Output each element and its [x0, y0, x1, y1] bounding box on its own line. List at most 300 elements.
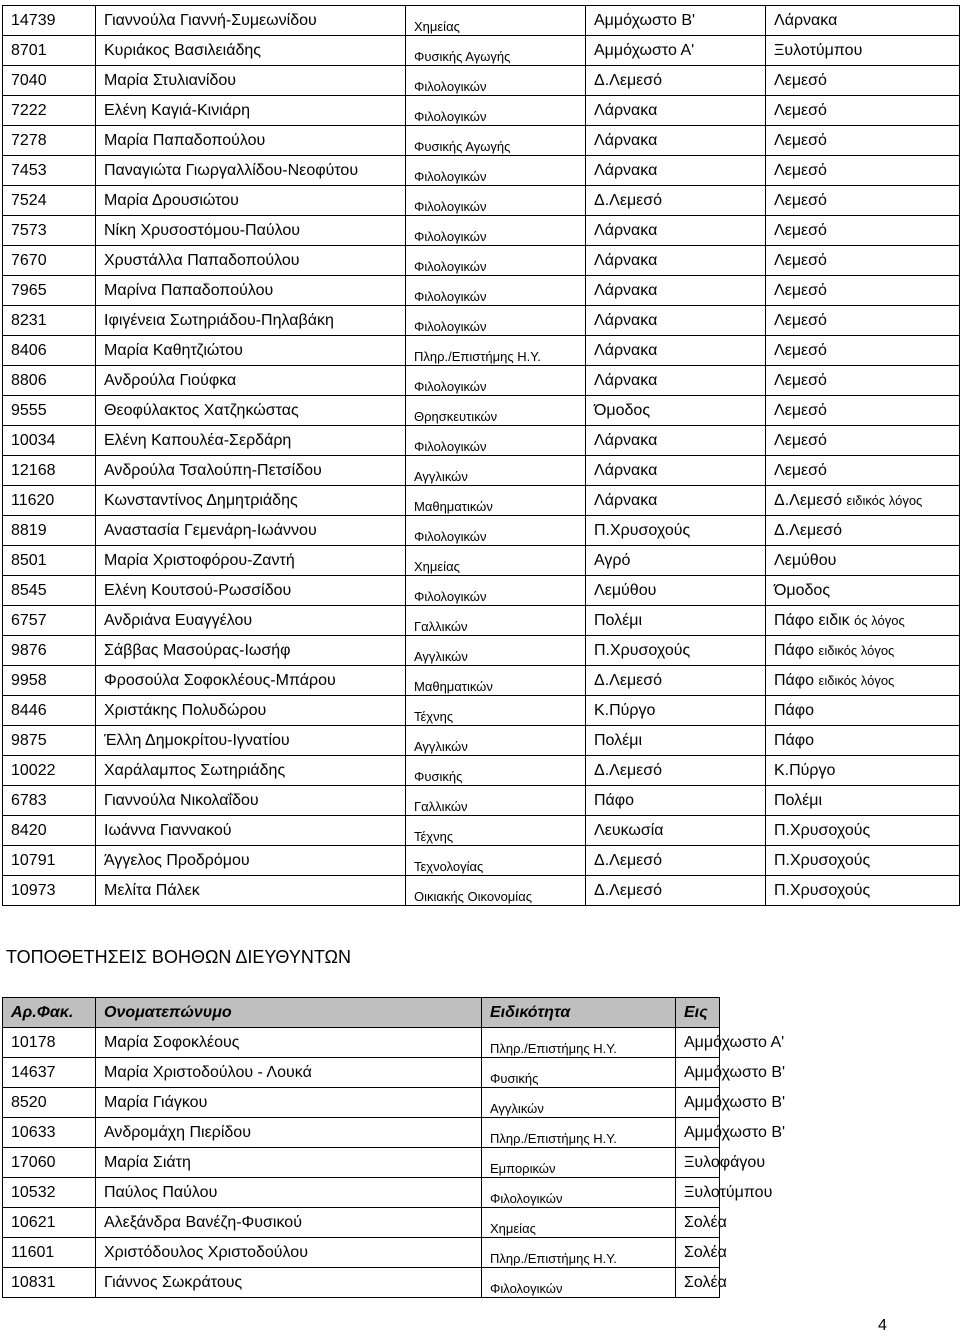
to-text: Λεμεσό — [774, 281, 827, 299]
cell-file-number: 14739 — [3, 6, 96, 36]
cell-to — [766, 696, 960, 726]
cell-full-name: Γιάννος Σωκράτους — [96, 1268, 482, 1298]
cell-file-number: 10831 — [3, 1268, 96, 1298]
cell-from: Κ.Πύργο — [586, 696, 766, 726]
to-text: Λεμεσό — [774, 311, 827, 329]
specialty-text: Πληρ./Επιστήμης Η.Υ. — [490, 1251, 617, 1266]
specialty-text: Φιλολογικών — [414, 79, 487, 94]
assistant-directors-table-body — [3, 1028, 786, 1298]
cell-destination: Αμμόχωστο Α' — [676, 1028, 720, 1058]
cell-from: Αμμόχωστο Α' — [586, 36, 766, 66]
specialty-text: Αγγλικών — [414, 649, 468, 664]
cell-full-name: Χριστόδουλος Χριστοδούλου — [96, 1238, 482, 1268]
to-text: Π.Χρυσοχούς — [774, 851, 871, 869]
specialty-text: Φιλολογικών — [414, 439, 487, 454]
cell-specialty — [406, 36, 586, 66]
cell-file-number: 10633 — [3, 1118, 96, 1148]
cell-full-name: Παύλος Παύλου — [96, 1178, 482, 1208]
cell-full-name: Χρυστάλλα Παπαδοπούλου — [96, 246, 406, 276]
cell-file-number: 9875 — [3, 726, 96, 756]
cell-specialty — [482, 1268, 676, 1298]
cell-from: Λάρνακα — [586, 156, 766, 186]
cell-to — [766, 36, 960, 66]
cell-specialty — [482, 1058, 676, 1088]
table-row — [3, 1088, 720, 1118]
cell-from: Λευκωσία — [586, 816, 766, 846]
cell-from: Δ.Λεμεσό — [586, 666, 766, 696]
cell-full-name: Αναστασία Γεμενάρη-Ιωάννου — [96, 516, 406, 546]
cell-file-number: 9555 — [3, 396, 96, 426]
cell-to — [766, 576, 960, 606]
cell-full-name: Γιαννούλα Γιαννή-Συμεωνίδου — [96, 6, 406, 36]
cell-from: Δ.Λεμεσό — [586, 66, 766, 96]
cell-file-number: 8501 — [3, 546, 96, 576]
cell-specialty — [406, 156, 586, 186]
to-text: Πολέμι — [774, 791, 823, 809]
cell-specialty — [406, 336, 586, 366]
cell-full-name: Μαρία Γιάγκου — [96, 1088, 482, 1118]
cell-file-number: 7524 — [3, 186, 96, 216]
to-text: Λεμεσό — [774, 191, 827, 209]
specialty-text: Φυσικής — [490, 1071, 539, 1086]
cell-file-number: 14637 — [3, 1058, 96, 1088]
cell-specialty — [406, 6, 586, 36]
to-note: ειδικός λόγος — [818, 642, 895, 658]
cell-to — [766, 126, 960, 156]
cell-full-name: Μαρία Παπαδοπούλου — [96, 126, 406, 156]
specialty-text: Φιλολογικών — [414, 589, 487, 604]
cell-to — [766, 516, 960, 546]
cell-from: Λάρνακα — [586, 426, 766, 456]
cell-specialty — [406, 516, 586, 546]
table-row — [3, 366, 960, 396]
cell-file-number: 7965 — [3, 276, 96, 306]
cell-specialty — [406, 456, 586, 486]
table-row — [3, 1208, 720, 1238]
table-row — [3, 1268, 720, 1298]
cell-to — [766, 66, 960, 96]
cell-from: Αμμόχωστο Β' — [586, 6, 766, 36]
cell-specialty — [406, 846, 586, 876]
table-row — [3, 1118, 720, 1148]
specialty-text: Τεχνολογίας — [414, 859, 484, 874]
cell-file-number: 17060 — [3, 1148, 96, 1178]
cell-specialty — [406, 246, 586, 276]
cell-specialty — [482, 1208, 676, 1238]
cell-file-number: 7453 — [3, 156, 96, 186]
cell-destination: Σολέα — [676, 1238, 720, 1268]
header-file-number: Αρ.Φακ. — [3, 998, 96, 1028]
cell-destination: Σολέα — [676, 1268, 720, 1298]
cell-to — [766, 186, 960, 216]
specialty-text: Οικιακής Οικονομίας — [414, 889, 532, 904]
table-row — [3, 276, 960, 306]
cell-file-number: 8701 — [3, 36, 96, 66]
table-row — [3, 96, 960, 126]
cell-to — [766, 336, 960, 366]
to-text: Λεμεσό — [774, 401, 827, 419]
cell-to — [766, 546, 960, 576]
cell-from: Δ.Λεμεσό — [586, 876, 766, 906]
table-row — [3, 6, 960, 36]
table-row — [3, 876, 960, 906]
to-text: Πάφο — [774, 641, 815, 659]
header-full-name: Ονοματεπώνυμο — [96, 998, 482, 1028]
cell-full-name: Ανδρούλα Τσαλούπη-Πετσίδου — [96, 456, 406, 486]
to-text: Λεμεσό — [774, 131, 827, 149]
cell-from: Λάρνακα — [586, 306, 766, 336]
cell-full-name: Μαρία Δρουσιώτου — [96, 186, 406, 216]
cell-full-name: Μαρία Σοφοκλέους — [96, 1028, 482, 1058]
specialty-text: Θρησκευτικών — [414, 409, 498, 424]
cell-file-number: 8545 — [3, 576, 96, 606]
specialty-text: Τέχνης — [414, 709, 454, 724]
cell-to — [766, 786, 960, 816]
cell-to — [766, 726, 960, 756]
specialty-text: Αγγλικών — [414, 739, 468, 754]
cell-full-name: Σάββας Μασούρας-Ιωσήφ — [96, 636, 406, 666]
cell-specialty — [406, 696, 586, 726]
specialty-text: Φιλολογικών — [414, 319, 487, 334]
table-row — [3, 666, 960, 696]
cell-from: Λάρνακα — [586, 366, 766, 396]
specialty-text: Τέχνης — [414, 829, 454, 844]
cell-full-name: Ανδρομάχη Πιερίδου — [96, 1118, 482, 1148]
cell-specialty — [482, 1148, 676, 1178]
cell-specialty — [406, 786, 586, 816]
table-row — [3, 156, 960, 186]
cell-to — [766, 156, 960, 186]
to-note: ειδικός λόγος — [846, 492, 923, 508]
cell-to — [766, 666, 960, 696]
table-row — [3, 306, 960, 336]
transfers-table — [2, 5, 960, 906]
cell-from: Λάρνακα — [586, 456, 766, 486]
table-row — [3, 1178, 720, 1208]
table-row — [3, 396, 960, 426]
cell-specialty — [406, 876, 586, 906]
cell-from: Π.Χρυσοχούς — [586, 636, 766, 666]
cell-specialty — [406, 126, 586, 156]
specialty-text: Φιλολογικών — [414, 529, 487, 544]
to-text: Δ.Λεμεσό — [774, 491, 843, 509]
table-row — [3, 636, 960, 666]
specialty-text: Φιλολογικών — [414, 169, 487, 184]
cell-destination: Σολέα — [676, 1208, 720, 1238]
to-text: Λεμεσό — [774, 251, 827, 269]
specialty-text: Φιλολογικών — [414, 259, 487, 274]
cell-specialty — [406, 486, 586, 516]
specialty-text: Φυσικής Αγωγής — [414, 49, 511, 64]
specialty-text: Φυσικής — [414, 769, 463, 784]
cell-to — [766, 876, 960, 906]
to-text: Λεμεσό — [774, 371, 827, 389]
cell-to — [766, 6, 960, 36]
table-header-row — [3, 998, 720, 1028]
cell-specialty — [406, 366, 586, 396]
cell-to — [766, 216, 960, 246]
to-note: ειδικός λόγος — [818, 672, 895, 688]
specialty-text: Πληρ./Επιστήμης Η.Υ. — [414, 349, 541, 364]
cell-specialty — [406, 396, 586, 426]
section-heading: ΤΟΠΟΘΕΤΗΣΕΙΣ ΒΟΗΘΩΝ ΔΙΕΥΘΥΝΤΩΝ — [6, 947, 351, 967]
to-text: Π.Χρυσοχούς — [774, 821, 871, 839]
cell-specialty — [406, 666, 586, 696]
specialty-text: Χημείας — [414, 559, 460, 574]
to-text: Λεμεσό — [774, 461, 827, 479]
cell-specialty — [406, 276, 586, 306]
table-row — [3, 456, 960, 486]
specialty-text: Εμπορικών — [490, 1161, 556, 1176]
cell-full-name: Μαρία Χριστοφόρου-Ζαντή — [96, 546, 406, 576]
cell-from: Δ.Λεμεσό — [586, 756, 766, 786]
cell-from: Πολέμι — [586, 606, 766, 636]
cell-to — [766, 366, 960, 396]
cell-from: Λάρνακα — [586, 276, 766, 306]
cell-full-name: Μαρία Καθητζιώτου — [96, 336, 406, 366]
cell-specialty — [406, 726, 586, 756]
cell-specialty — [482, 1028, 676, 1058]
to-text: Λεμεσό — [774, 101, 827, 119]
cell-from: Πάφο — [586, 786, 766, 816]
to-text: Π.Χρυσοχούς — [774, 881, 871, 899]
cell-full-name: Αλεξάνδρα Βανέζη-Φυσικού — [96, 1208, 482, 1238]
to-text: Πάφο ειδικ — [774, 611, 850, 629]
to-text: Λεμεσό — [774, 431, 827, 449]
cell-to — [766, 846, 960, 876]
to-text: Λεμεσό — [774, 71, 827, 89]
cell-full-name: Κυριάκος Βασιλειάδης — [96, 36, 406, 66]
table-row — [3, 516, 960, 546]
cell-from: Δ.Λεμεσό — [586, 186, 766, 216]
cell-specialty — [406, 756, 586, 786]
cell-to — [766, 486, 960, 516]
table-row — [3, 606, 960, 636]
specialty-text: Αγγλικών — [414, 469, 468, 484]
to-text: Λάρνακα — [774, 11, 838, 29]
cell-full-name: Γιαννούλα Νικολαΐδου — [96, 786, 406, 816]
specialty-text: Χημείας — [414, 19, 460, 34]
cell-specialty — [406, 66, 586, 96]
cell-from: Λάρνακα — [586, 126, 766, 156]
cell-file-number: 8406 — [3, 336, 96, 366]
cell-to — [766, 756, 960, 786]
table-row — [3, 36, 960, 66]
cell-specialty — [406, 576, 586, 606]
table-row — [3, 546, 960, 576]
table-row — [3, 186, 960, 216]
cell-to — [766, 606, 960, 636]
to-text: Λεμεσό — [774, 161, 827, 179]
cell-to — [766, 396, 960, 426]
table-row — [3, 426, 960, 456]
cell-file-number: 11601 — [3, 1238, 96, 1268]
page-number: 4 — [878, 1317, 887, 1334]
specialty-text: Πληρ./Επιστήμης Η.Υ. — [490, 1041, 617, 1056]
cell-full-name: Μαρία Σιάτη — [96, 1148, 482, 1178]
table-row — [3, 756, 960, 786]
cell-file-number: 7278 — [3, 126, 96, 156]
specialty-text: Φιλολογικών — [414, 199, 487, 214]
cell-file-number: 9876 — [3, 636, 96, 666]
specialty-text: Φιλολογικών — [490, 1191, 563, 1206]
cell-specialty — [406, 306, 586, 336]
cell-file-number: 6783 — [3, 786, 96, 816]
specialty-text: Φιλολογικών — [490, 1281, 563, 1296]
cell-full-name: Ιωάννα Γιαννακού — [96, 816, 406, 846]
cell-full-name: Φροσούλα Σοφοκλέους-Μπάρου — [96, 666, 406, 696]
cell-from: Όμοδος — [586, 396, 766, 426]
cell-file-number: 6757 — [3, 606, 96, 636]
specialty-text: Γαλλικών — [414, 799, 468, 814]
cell-file-number: 8446 — [3, 696, 96, 726]
table-row — [3, 486, 960, 516]
cell-from: Λάρνακα — [586, 246, 766, 276]
cell-to — [766, 426, 960, 456]
cell-full-name: Άγγελος Προδρόμου — [96, 846, 406, 876]
cell-file-number: 12168 — [3, 456, 96, 486]
cell-from: Λεμύθου — [586, 576, 766, 606]
cell-from: Λάρνακα — [586, 216, 766, 246]
specialty-text: Μαθηματικών — [414, 499, 493, 514]
specialty-text: Φιλολογικών — [414, 229, 487, 244]
cell-file-number: 9958 — [3, 666, 96, 696]
to-text: Όμοδος — [774, 581, 831, 599]
cell-to — [766, 276, 960, 306]
cell-file-number: 7040 — [3, 66, 96, 96]
specialty-text: Φιλολογικών — [414, 109, 487, 124]
header-destination: Εις — [676, 998, 720, 1028]
cell-file-number: 8819 — [3, 516, 96, 546]
table-row — [3, 816, 960, 846]
cell-file-number: 10532 — [3, 1178, 96, 1208]
cell-from: Λάρνακα — [586, 486, 766, 516]
specialty-text: Αγγλικών — [490, 1101, 544, 1116]
cell-specialty — [406, 606, 586, 636]
to-text: Πάφο — [774, 731, 815, 749]
table-row — [3, 846, 960, 876]
specialty-text: Φιλολογικών — [414, 289, 487, 304]
cell-file-number: 8520 — [3, 1088, 96, 1118]
cell-full-name: Χαράλαμπος Σωτηριάδης — [96, 756, 406, 786]
to-text: Πάφο — [774, 671, 815, 689]
cell-specialty — [406, 216, 586, 246]
cell-destination: Αμμόχωστο Β' — [676, 1088, 720, 1118]
specialty-text: Γαλλικών — [414, 619, 468, 634]
cell-to — [766, 96, 960, 126]
cell-specialty — [482, 1178, 676, 1208]
cell-specialty — [406, 186, 586, 216]
cell-destination: Ξυλοφάγου — [676, 1148, 720, 1178]
cell-full-name: Μελίτα Πάλεκ — [96, 876, 406, 906]
cell-to — [766, 306, 960, 336]
cell-full-name: Ελένη Καγιά-Κινιάρη — [96, 96, 406, 126]
table-row — [3, 696, 960, 726]
to-text: Λεμεσό — [774, 341, 827, 359]
cell-full-name: Παναγιώτα Γιωργαλλίδου-Νεοφύτου — [96, 156, 406, 186]
cell-from: Π.Χρυσοχούς — [586, 516, 766, 546]
cell-from: Λάρνακα — [586, 336, 766, 366]
cell-file-number: 8806 — [3, 366, 96, 396]
cell-file-number: 7573 — [3, 216, 96, 246]
table-row — [3, 786, 960, 816]
assistant-directors-table — [2, 997, 786, 1298]
cell-specialty — [406, 636, 586, 666]
cell-to — [766, 246, 960, 276]
to-text: Πάφο — [774, 701, 815, 719]
cell-full-name: Θεοφύλακτος Χατζηκώστας — [96, 396, 406, 426]
cell-to — [766, 636, 960, 666]
cell-file-number: 10621 — [3, 1208, 96, 1238]
to-text: Ξυλοτύμπου — [774, 41, 863, 59]
cell-from: Δ.Λεμεσό — [586, 846, 766, 876]
cell-file-number: 10022 — [3, 756, 96, 786]
cell-file-number: 7222 — [3, 96, 96, 126]
cell-specialty — [482, 1238, 676, 1268]
cell-destination: Αμμόχωστο Β' — [676, 1118, 720, 1148]
specialty-text: Φυσικής Αγωγής — [414, 139, 511, 154]
cell-specialty — [482, 1088, 676, 1118]
cell-file-number: 11620 — [3, 486, 96, 516]
cell-specialty — [406, 426, 586, 456]
transfers-table-body — [3, 6, 960, 906]
cell-full-name: Ιφιγένεια Σωτηριάδου-Πηλαβάκη — [96, 306, 406, 336]
cell-full-name: Ελένη Καπουλέα-Σερδάρη — [96, 426, 406, 456]
cell-file-number: 8231 — [3, 306, 96, 336]
cell-file-number: 10034 — [3, 426, 96, 456]
cell-full-name: Ανδριάνα Ευαγγέλου — [96, 606, 406, 636]
table-row — [3, 216, 960, 246]
cell-from: Αγρό — [586, 546, 766, 576]
cell-full-name: Κωνσταντίνος Δημητριάδης — [96, 486, 406, 516]
cell-full-name: Νίκη Χρυσοστόμου-Παύλου — [96, 216, 406, 246]
table-row — [3, 576, 960, 606]
cell-file-number: 10178 — [3, 1028, 96, 1058]
cell-destination: Αμμόχωστο Β' — [676, 1058, 720, 1088]
cell-from: Πολέμι — [586, 726, 766, 756]
specialty-text: Πληρ./Επιστήμης Η.Υ. — [490, 1131, 617, 1146]
table-row — [3, 246, 960, 276]
table-row — [3, 66, 960, 96]
cell-full-name: Μαρία Στυλιανίδου — [96, 66, 406, 96]
to-note: ός λόγος — [854, 612, 905, 628]
cell-specialty — [482, 1118, 676, 1148]
table-row — [3, 1238, 720, 1268]
cell-full-name: Ελένη Κουτσού-Ρωσσίδου — [96, 576, 406, 606]
cell-full-name: Έλλη Δημοκρίτου-Ιγνατίου — [96, 726, 406, 756]
specialty-text: Μαθηματικών — [414, 679, 493, 694]
cell-to — [766, 816, 960, 846]
cell-destination: Ξυλοτύμπου — [676, 1178, 720, 1208]
cell-specialty — [406, 816, 586, 846]
table-row — [3, 126, 960, 156]
cell-to — [766, 456, 960, 486]
cell-file-number: 10973 — [3, 876, 96, 906]
to-text: Δ.Λεμεσό — [774, 521, 843, 539]
header-specialty: Ειδικότητα — [482, 998, 676, 1028]
cell-file-number: 10791 — [3, 846, 96, 876]
table-row — [3, 1058, 720, 1088]
table-row — [3, 726, 960, 756]
cell-full-name: Χριστάκης Πολυδώρου — [96, 696, 406, 726]
table-row — [3, 1028, 720, 1058]
to-text: Λεμεσό — [774, 221, 827, 239]
cell-specialty — [406, 96, 586, 126]
cell-full-name: Ανδρούλα Γιούφκα — [96, 366, 406, 396]
table-row — [3, 1148, 720, 1178]
cell-file-number: 8420 — [3, 816, 96, 846]
cell-file-number: 7670 — [3, 246, 96, 276]
